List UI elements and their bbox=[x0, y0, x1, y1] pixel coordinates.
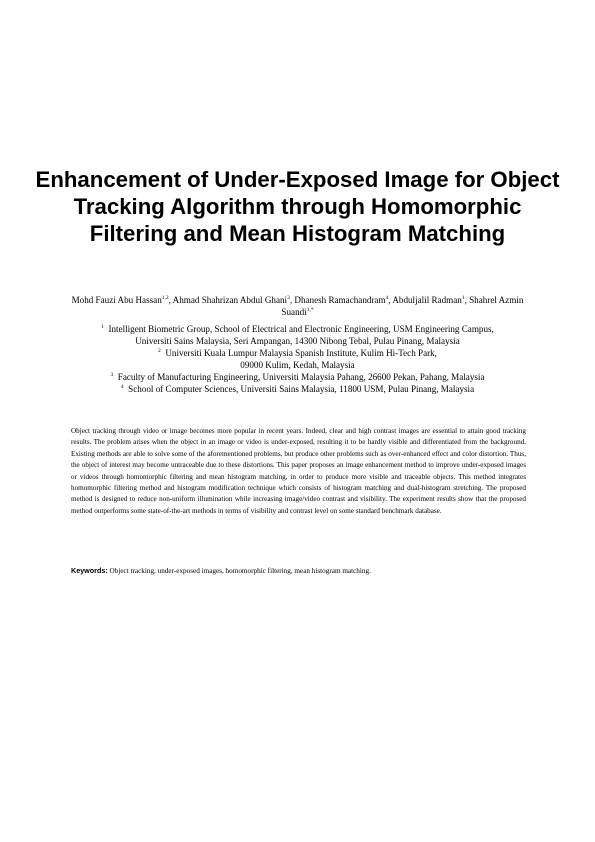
author: Abduljalil Radman$^1$, bbox=[392, 294, 470, 305]
author-affiliation-mark: 1,2 bbox=[161, 294, 169, 301]
author: Ahmad Shahrizan Abdul Ghani$^3$, bbox=[172, 294, 295, 305]
keywords bbox=[71, 565, 526, 577]
affiliation-list bbox=[40, 323, 555, 395]
affiliation-mark: 4 bbox=[120, 383, 124, 390]
affiliation-line bbox=[40, 335, 555, 347]
author-name: Abduljalil Radman bbox=[392, 295, 462, 305]
affiliation-mark: 1 bbox=[101, 323, 104, 330]
author-name: Dhanesh Ramachandram bbox=[294, 295, 386, 305]
author-list bbox=[60, 294, 535, 318]
affiliation-text: Faculty of Manufacturing Engineering, Universiti Malaysia Pahang, 26600 Pekan, Pahang, Malaysia bbox=[117, 372, 485, 382]
affiliation-line bbox=[40, 383, 555, 395]
paper-title: Enhancement of Under-Exposed Image for Object Tracking Algorithm through Homomorphic Filtering and Mean Histogram Matching bbox=[35, 167, 560, 246]
author-affiliation-mark: 4 bbox=[385, 294, 389, 301]
affiliation-text: Universiti Sains Malaysia, Seri Ampangan, 14300 Nibong Tebal, Pulau Pinang, Malaysia bbox=[135, 336, 460, 346]
affiliation-text: School of Computer Sciences, Universiti Sains Malaysia, 11800 USM, Pulau Pinang, Malaysia bbox=[128, 384, 475, 394]
author-name: Mohd Fauzi Abu Hassan bbox=[71, 295, 162, 305]
keywords-label: Keywords: bbox=[71, 566, 108, 575]
author-affiliation-mark: 3 bbox=[287, 294, 290, 301]
affiliation-mark: 2 bbox=[158, 347, 161, 354]
affiliation-line bbox=[40, 347, 555, 359]
abstract-text: Object tracking through video or image becomes more popular in recent years. Indeed, clear and high contrast images are essential to attain good tracking results. The problem arises when the object in an image or video is under-exposed, resulting it to be hardly visible and differentiated from the background. Existing methods are able to solve some of the aforementioned problems, but produce other problems such as over-enhanced effect and color distortion. Thus, the object of interest may become untraceable due to these distortions. This paper proposes an image enhancement method to improve under-exposed images or videos through homomorphic filtering and mean histogram matching, in order to produce more visible and traceable objects. This method integrates homomorphic filtering method and histogram modification technique which consists of histogram matching and dual-histogram stretching. The proposed method is designed to reduce non-uniform illumination while increasing image/video contrast and visibility. The experiment results show that the proposed method outperforms some state-of-the-art methods in terms of visibility and contrast level on some standard benchmark database. bbox=[71, 427, 526, 515]
affiliation-text: 09000 Kulim, Kedah, Malaysia bbox=[240, 360, 355, 370]
affiliation-mark: 3 bbox=[110, 371, 114, 378]
author-name: Ahmad Shahrizan Abdul Ghani bbox=[172, 295, 288, 305]
affiliation-text: Intelligent Biometric Group, School of Electrical and Electronic Engineering, USM Engineering Campus, bbox=[108, 324, 494, 334]
affiliation-line bbox=[40, 359, 555, 371]
affiliation-text: Universiti Kuala Lumpur Malaysia Spanish Institute, Kulim Hi-Tech Park, bbox=[165, 348, 437, 358]
author: Mohd Fauzi Abu Hassan$^{1,2}$, bbox=[71, 294, 173, 305]
author-name: Shahrel Azmin Suandi bbox=[281, 295, 524, 317]
author: Dhanesh Ramachandram$^4$, bbox=[294, 294, 393, 305]
affiliation-line bbox=[40, 323, 555, 335]
author-affiliation-mark: 1 bbox=[461, 294, 465, 301]
affiliation-line bbox=[40, 371, 555, 383]
keywords-text: Object tracking, under-exposed images, homomorphic filtering, mean histogram matching. bbox=[109, 567, 371, 575]
author-affiliation-mark: 1,* bbox=[306, 306, 314, 313]
